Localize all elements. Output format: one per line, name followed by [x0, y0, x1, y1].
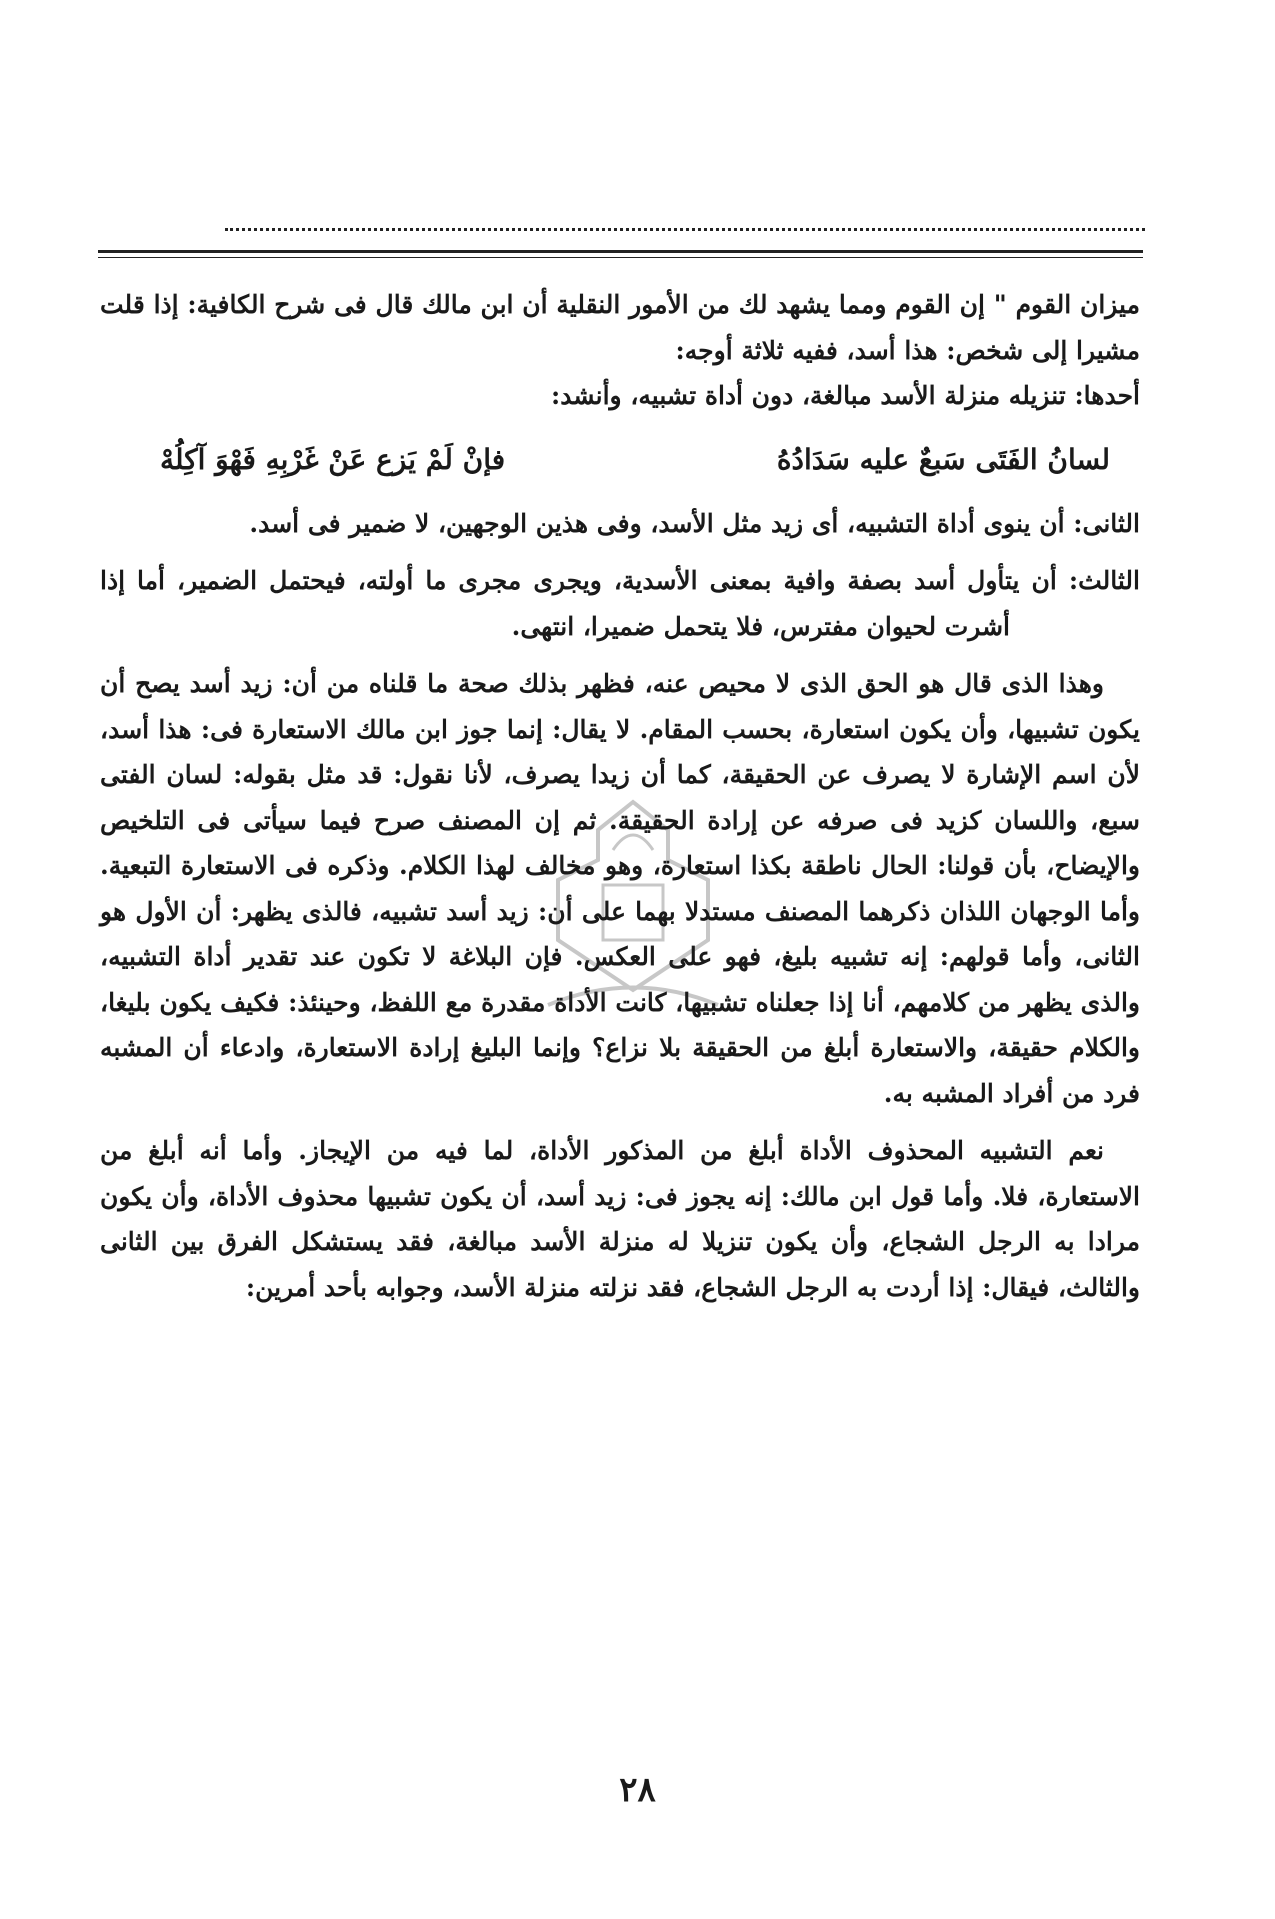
header-dotted-line	[225, 228, 1145, 231]
poem-verse	[100, 435, 1140, 485]
header-rule-thick	[98, 250, 1143, 253]
aspect-text: أن يتأول أسد بصفة وافية بمعنى الأسدية، ويجرى مجرى ما أولته، فيحتمل الضمير، أما إذا أشرت لحيوان مفترس، فلا يتحمل ضميرا، انتهى.	[100, 566, 1069, 641]
paragraph-conclusion: نعم التشبيه المحذوف الأداة أبلغ من المذكور الأداة، لما فيه من الإيجاز. وأما أنه أبلغ من الاستعارة، فلا. وأما قول ابن مالك: إنه يجوز فى: زيد أسد، أن يكون تشبيها محذوف الأداة، وأن يكون مرادا به الرجل الشجاع، وأن يكون تنزيلا له منزلة الأسد مبالغة، فقد يستشكل الفرق بين الثانى والثالث، فيقال: إذا أردت به الرجل الشجاع، فقد نزلته منزلة الأسد، وجوابه بأحد أمرين:	[100, 1136, 1140, 1302]
paragraph-first-aspect	[100, 373, 1140, 419]
aspect-label: الثالث:	[1068, 566, 1140, 595]
aspect-label: أحدها:	[1074, 381, 1140, 410]
aspect-label: الثانى:	[1073, 508, 1140, 538]
paragraph-second-aspect	[100, 501, 1140, 547]
verse-right-hemistich: لسانُ الفَتَى سَبعٌ عليه سَدَادُهُ	[776, 442, 1110, 476]
page-number: ٢٨	[619, 1770, 656, 1810]
header-rule-thin	[98, 257, 1143, 258]
paragraph-intro: ميزان القوم " إن القوم ومما يشهد لك من الأمور النقلية أن ابن مالك قال فى شرح الكافية: إذا قلت مشيرا إلى شخص: هذا أسد، ففيه ثلاثة أوجه:	[100, 290, 1140, 365]
verse-left-hemistich: فإنْ لَمْ يَزع عَنْ غَرْبِهِ فَهْوَ آكِلُهْ	[160, 442, 506, 476]
aspect-text: أن ينوى أداة التشبيه، أى زيد مثل الأسد، وفى هذين الوجهين، لا ضمير فى أسد.	[249, 508, 1074, 538]
aspect-text: تنزيله منزلة الأسد مبالغة، دون أداة تشبيه، وأنشد:	[551, 381, 1075, 410]
paragraph-third-aspect	[100, 558, 1140, 649]
page-body	[100, 282, 1140, 1310]
paragraph-discussion: وهذا الذى قال هو الحق الذى لا محيص عنه، فظهر بذلك صحة ما قلناه من أن: زيد أسد يصح أن يكون تشبيها، وأن يكون استعارة، بحسب المقام. لا يقال: إنما جوز ابن مالك الاستعارة فى: هذا أسد، لأن اسم الإشارة لا يصرف عن الحقيقة، كما أن زيدا يصرف، لأنا نقول: قد مثل بقوله: لسان الفتى سبع، واللسان كزيد فى صرفه عن إرادة الحقيقة. ثم إن المصنف صرح فيما سيأتى فى التلخيص والإيضاح، بأن قولنا: الحال ناطقة بكذا استعارة، وهو مخالف لهذا الكلام. وذكره فى الاستعارة التبعية. وأما الوجهان اللذان ذكرهما المصنف مستدلا بهما على أن: زيد أسد تشبيه، فالذى يظهر: أن الأول هو الثانى، وأما قولهم: إنه تشبيه بليغ، فهو على العكس. فإن البلاغة لا تكون عند تقدير أداة التشبيه، والذى يظهر من كلامهم، أنا إذا جعلناه تشبيها، كانت الأداة مقدرة مع اللفظ، وحينئذ: فكيف يكون بليغا، والكلام حقيقة، والاستعارة أبلغ من الحقيقة بلا نزاع؟ وإنما البليغ إرادة الاستعارة، وادعاء أن المشبه فرد من أفراد المشبه به.	[100, 669, 1140, 1108]
